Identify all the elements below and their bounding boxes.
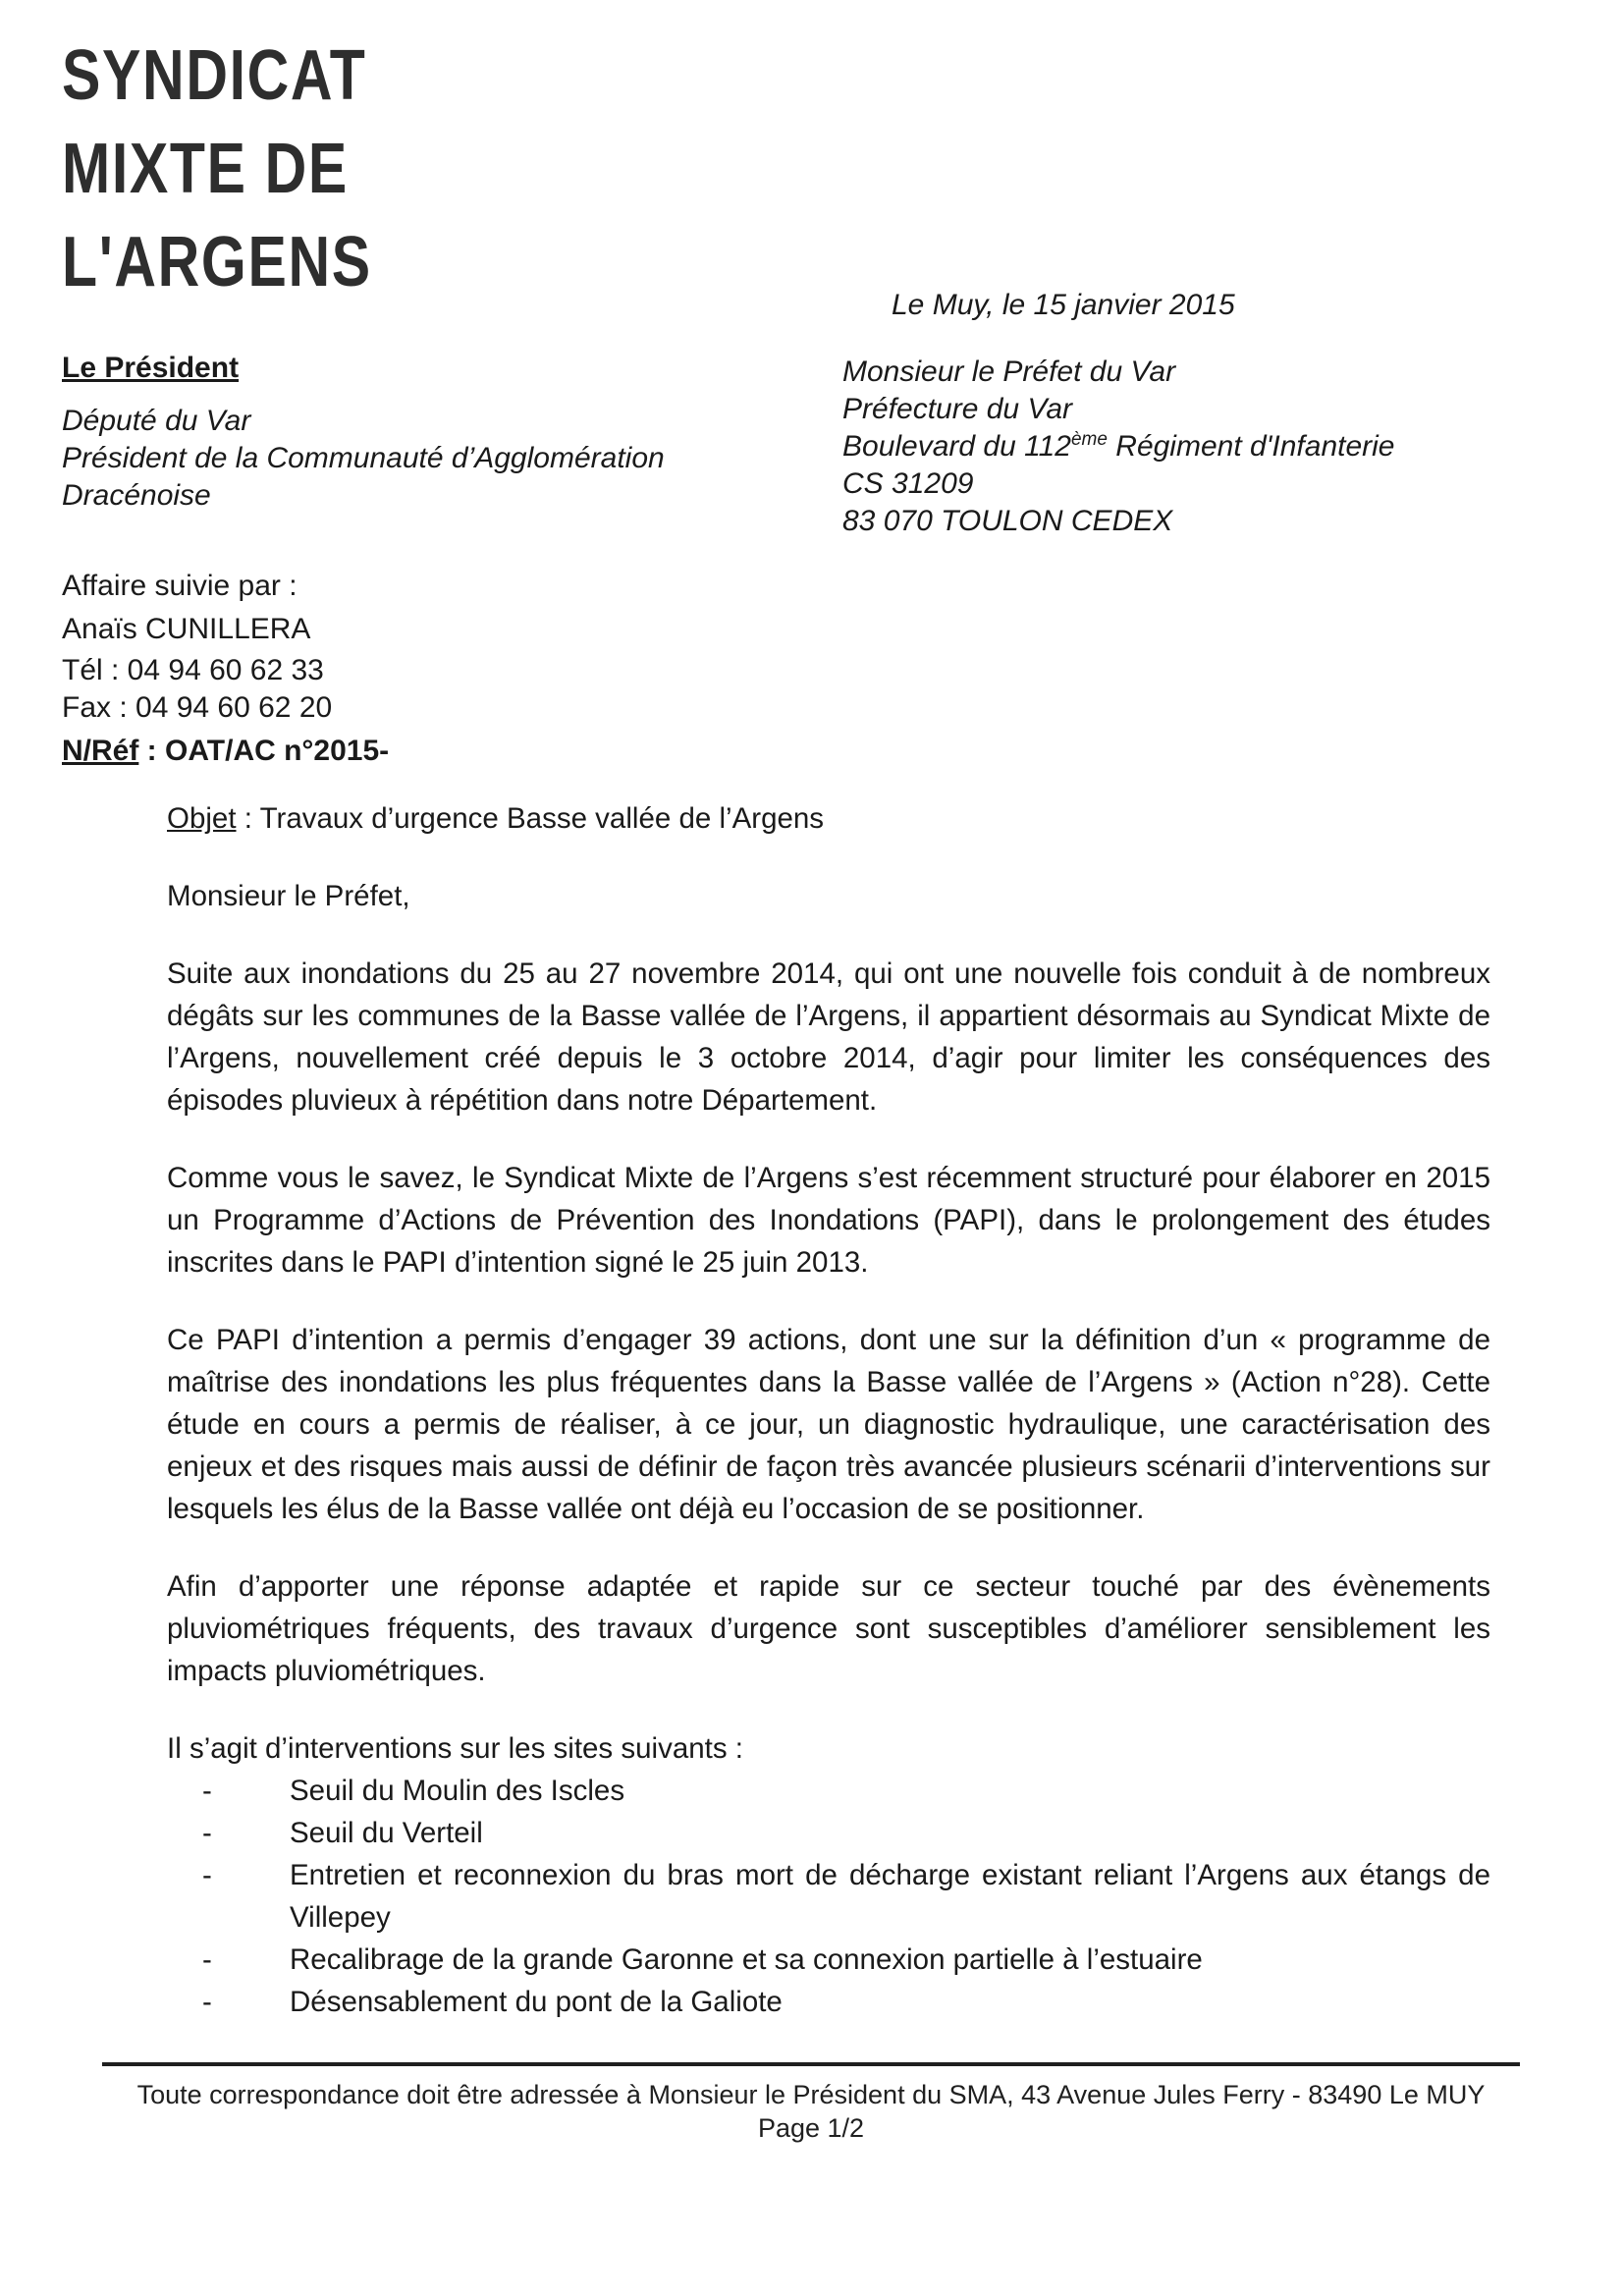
salutation: Monsieur le Préfet, xyxy=(167,880,410,912)
reference-label: N/Réf xyxy=(62,735,139,767)
sites-list-intro: Il s’agit d’interventions sur les sites suivants : xyxy=(167,1732,743,1765)
list-dash: - xyxy=(202,1986,212,2018)
footer-page-number: Page 1/2 xyxy=(757,2113,865,2143)
sender-fax: Fax : 04 94 60 62 20 xyxy=(62,691,333,724)
paragraph-2: Comme vous le savez, le Syndicat Mixte de l’Argens s’est récemment structuré pour élaborer en 2015 un Programme d’Actions de Prévention des Inondations (PAPI), dans le prolongement des études inscrites dans le PAPI d’intention signé le 25 juin 2013. xyxy=(167,1162,1490,1279)
logo-line-2: MIXTE DE xyxy=(62,130,349,208)
logo-line-1: SYNDICAT xyxy=(62,36,367,115)
case-handler-name: Anaïs CUNILLERA xyxy=(62,613,311,645)
list-item-text: Entretien et reconnexion du bras mort de décharge existant reliant l’Argens aux étangs de Villepey xyxy=(290,1859,1490,1934)
recipient-line-3 xyxy=(842,428,1395,465)
list-dash: - xyxy=(202,1859,212,1891)
paragraph-3: Ce PAPI d’intention a permis d’engager 39 actions, dont une sur la définition d’un « programme de maîtrise des inondations les plus fréquentes dans la Basse vallée de l’Argens » (Action n°28). Cette étude en cours a permis de réaliser, à ce jour, un diagnostic hydraulique, une caractérisation des enjeux et des risques mais aussi de définir de façon très avancée plusieurs scénarii d’interventions sur lesquels les élus de la Basse vallée ont déjà eu l’occasion de se positionner. xyxy=(167,1324,1490,1525)
sender-block xyxy=(62,350,808,770)
reference-line xyxy=(62,733,808,770)
logo-line-3: L'ARGENS xyxy=(62,223,372,301)
paragraph-4: Afin d’apporter une réponse adaptée et rapide sur ce secteur touché par des évènements pluviométriques fréquents, des travaux d’urgence sont susceptibles d’améliorer sensiblement les impacts pluviométriques. xyxy=(167,1570,1490,1687)
subject-value: : Travaux d’urgence Basse vallée de l’Argens xyxy=(236,802,825,835)
list-dash: - xyxy=(202,1943,212,1976)
recipient-line-4: CS 31209 xyxy=(842,467,974,500)
list-item-text: Seuil du Verteil xyxy=(290,1817,483,1849)
recipient-street-superscript: ème xyxy=(1070,429,1108,450)
list-dash: - xyxy=(202,1817,212,1849)
list-item-text: Seuil du Moulin des Iscles xyxy=(290,1775,625,1807)
list-item xyxy=(167,1981,1490,2023)
sender-title: Le Président xyxy=(62,352,240,384)
recipient-block xyxy=(842,354,1395,540)
recipient-street-post: Régiment d'Infanterie xyxy=(1107,430,1395,463)
recipient-line-2: Préfecture du Var xyxy=(842,393,1073,425)
reference-value: : OAT/AC n°2015- xyxy=(138,735,390,767)
paragraph-1: Suite aux inondations du 25 au 27 novembre 2014, qui ont une nouvelle fois conduit à de nombreux dégâts sur les communes de la Basse vallée de l’Argens, il appartient désormais au Syndicat Mixte de l’Argens, nouvellement créé depuis le 3 octobre 2014, d’agir pour limiter les conséquences des épisodes pluvieux à répétition dans notre Département. xyxy=(167,957,1490,1117)
sites-list xyxy=(167,1770,1490,2023)
sender-phone: Tél : 04 94 60 62 33 xyxy=(62,654,324,686)
list-item-text: Recalibrage de la grande Garonne et sa connexion partielle à l’estuaire xyxy=(290,1943,1203,1976)
recipient-line-5: 83 070 TOULON CEDEX xyxy=(842,505,1173,537)
recipient-street-pre: Boulevard du 112 xyxy=(842,430,1071,463)
subject-label: Objet xyxy=(167,802,237,835)
sender-role-2: Président de la Communauté d’Agglomération Dracénoise xyxy=(62,442,665,512)
dateline: Le Muy, le 15 janvier 2015 xyxy=(892,289,1235,321)
footer-correspondence-note: Toute correspondance doit être adressée à Monsieur le Président du SMA, 43 Avenue Jules Ferry - 83490 Le MUY xyxy=(136,2080,1486,2109)
list-item xyxy=(167,1770,1490,1812)
list-item xyxy=(167,1854,1490,1939)
list-dash: - xyxy=(202,1775,212,1807)
organization-logo xyxy=(62,29,372,309)
sender-role-1: Député du Var xyxy=(62,405,251,437)
subject-line xyxy=(167,797,1490,840)
list-item-text: Désensablement du pont de la Galiote xyxy=(290,1986,783,2018)
case-handler-label: Affaire suivie par : xyxy=(62,570,298,602)
list-item xyxy=(167,1812,1490,1854)
page-footer xyxy=(102,2062,1520,2145)
letter-body xyxy=(167,797,1490,2023)
recipient-line-1: Monsieur le Préfet du Var xyxy=(842,355,1176,388)
list-item xyxy=(167,1939,1490,1981)
